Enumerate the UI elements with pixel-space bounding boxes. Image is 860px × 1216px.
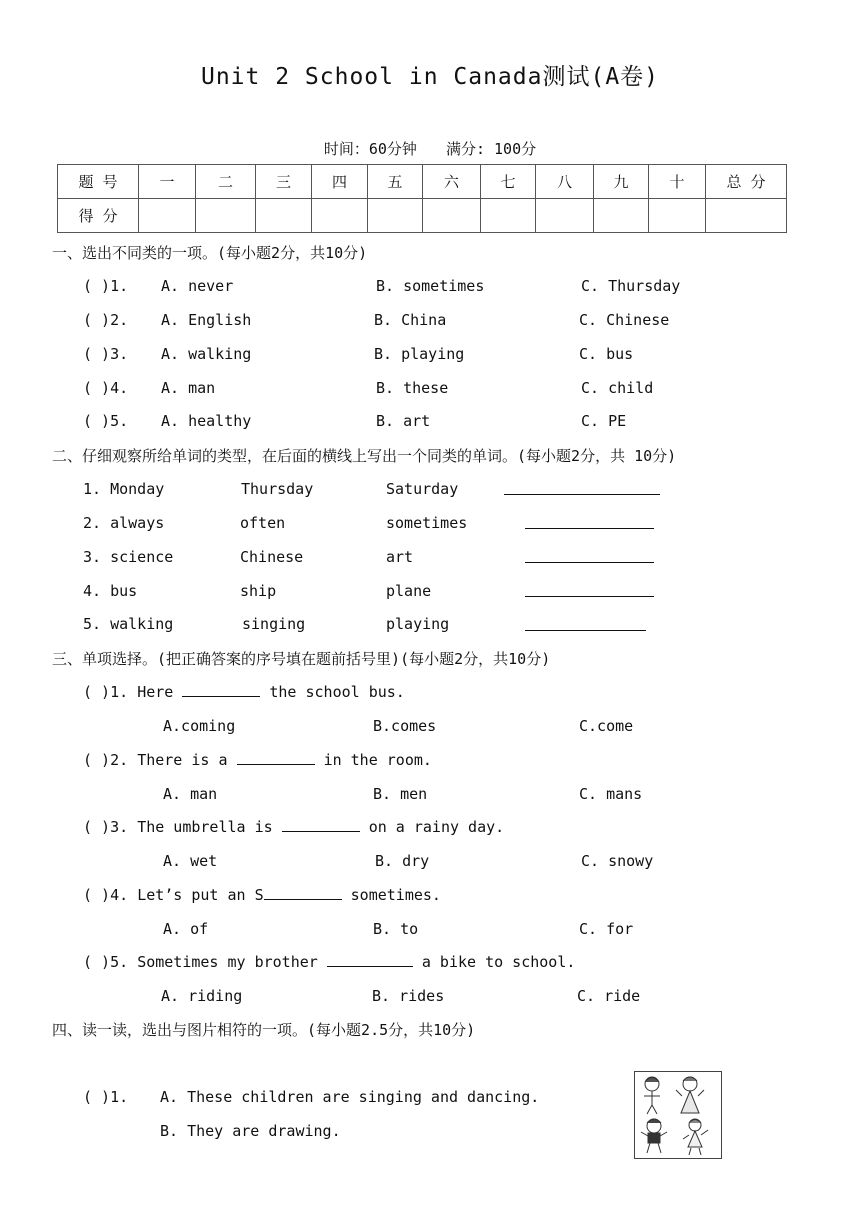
s1-q1-option-b: B. sometimes	[376, 277, 485, 295]
section-3-heading: 三、单项选择。(把正确答案的序号填在题前括号里)(每小题2分，共10分)	[52, 650, 551, 668]
s3-q2-option-b: B. men	[373, 785, 428, 803]
score-header-cell: 一	[139, 165, 196, 199]
score-cell[interactable]	[706, 199, 787, 233]
score-cell[interactable]	[256, 199, 312, 233]
s2-q1-word-3: Saturday	[386, 480, 459, 498]
score-header-cell: 总 分	[706, 165, 787, 199]
s3-q4-blank[interactable]	[264, 898, 342, 900]
s4-q1-number: ( )1.	[83, 1088, 129, 1106]
s2-q2-word-3: sometimes	[386, 514, 468, 532]
s1-q5-option-a: A. healthy	[161, 412, 252, 430]
s2-q5-word-3: playing	[386, 615, 450, 633]
score-header-cell: 五	[368, 165, 423, 199]
score-header-cell: 十	[649, 165, 706, 199]
score-row-label: 得 分	[58, 199, 139, 233]
score-table-header-row	[58, 165, 787, 199]
s3-q4-text-before: Let’s put an S	[137, 886, 264, 904]
s4-q1-option-a: A. These children are singing and dancing.	[160, 1088, 540, 1106]
s3-q4-text-after: sometimes.	[350, 886, 441, 904]
score-table-score-row	[58, 199, 787, 233]
s1-q3-option-b: B. playing	[374, 345, 465, 363]
s3-q1-text-after: the school bus.	[269, 683, 405, 701]
score-cell[interactable]	[423, 199, 481, 233]
score-header-cell: 八	[536, 165, 594, 199]
exam-time: 时间：60分钟	[323, 140, 417, 158]
s3-q3-option-c: C. snowy	[581, 852, 654, 870]
s3-q5-stem	[83, 953, 575, 971]
s3-q3-blank[interactable]	[282, 830, 360, 832]
s3-q5-option-a: A. riding	[161, 987, 243, 1005]
section-2-heading: 二、仔细观察所给单词的类型，在后面的横线上写出一个同类的单词。(每小题2分，共 10分)	[52, 447, 677, 465]
s3-q2-number: ( )2.	[83, 751, 129, 769]
s1-q4-number: ( )4.	[83, 379, 129, 397]
s3-q4-stem	[83, 886, 441, 904]
s3-q1-blank[interactable]	[182, 695, 260, 697]
score-cell[interactable]	[594, 199, 649, 233]
s1-q2-option-c: C. Chinese	[579, 311, 670, 329]
s3-q3-option-b: B. dry	[375, 852, 430, 870]
s3-q1-number: ( )1.	[83, 683, 129, 701]
s3-q3-number: ( )3.	[83, 818, 129, 836]
s3-q2-option-a: A. man	[163, 785, 218, 803]
s3-q2-stem	[83, 751, 432, 769]
score-header-cell: 二	[196, 165, 256, 199]
s1-q1-option-a: A. never	[161, 277, 234, 295]
score-header-cell: 九	[594, 165, 649, 199]
s3-q5-option-b: B. rides	[372, 987, 445, 1005]
score-cell[interactable]	[649, 199, 706, 233]
s2-q1-word-2: Thursday	[241, 480, 314, 498]
s3-q1-option-b: B.comes	[373, 717, 437, 735]
s3-q3-stem	[83, 818, 504, 836]
s2-q4-answer-line[interactable]	[525, 596, 654, 597]
score-cell[interactable]	[368, 199, 423, 233]
s1-q5-option-b: B. art	[376, 412, 431, 430]
s3-q2-text-after: in the room.	[323, 751, 432, 769]
s1-q4-option-a: A. man	[161, 379, 216, 397]
score-header-cell: 六	[423, 165, 481, 199]
s2-q1-word-1: 1. Monday	[83, 480, 165, 498]
s2-q5-word-2: singing	[242, 615, 306, 633]
s3-q5-blank[interactable]	[327, 965, 413, 967]
children-illustration-icon	[635, 1072, 721, 1158]
s2-q3-word-1: 3. science	[83, 548, 174, 566]
s4-q1-option-b: B. They are drawing.	[160, 1122, 341, 1140]
s3-q3-option-a: A. wet	[163, 852, 218, 870]
s2-q2-word-1: 2. always	[83, 514, 165, 532]
score-cell[interactable]	[139, 199, 196, 233]
s3-q1-stem	[83, 683, 405, 701]
children-picture	[634, 1071, 722, 1159]
s2-q3-answer-line[interactable]	[525, 562, 654, 563]
s2-q4-word-3: plane	[386, 582, 432, 600]
s3-q4-number: ( )4.	[83, 886, 129, 904]
s3-q4-option-b: B. to	[373, 920, 419, 938]
s2-q5-word-1: 5. walking	[83, 615, 174, 633]
s2-q3-word-3: art	[386, 548, 414, 566]
exam-full-score: 满分: 100分	[445, 140, 537, 158]
s3-q2-option-c: C. mans	[579, 785, 643, 803]
s2-q4-word-2: ship	[240, 582, 277, 600]
s3-q2-blank[interactable]	[237, 763, 315, 765]
exam-meta	[0, 138, 860, 159]
s1-q3-number: ( )3.	[83, 345, 129, 363]
s3-q4-option-a: A. of	[163, 920, 209, 938]
s3-q3-text-before: The umbrella is	[137, 818, 273, 836]
s1-q4-option-b: B. these	[376, 379, 449, 397]
s2-q1-answer-line[interactable]	[504, 494, 660, 495]
s1-q2-option-a: A. English	[161, 311, 252, 329]
s3-q2-text-before: There is a	[137, 751, 228, 769]
s2-q4-word-1: 4. bus	[83, 582, 138, 600]
page-title: Unit 2 School in Canada测试(A卷)	[200, 64, 660, 90]
score-cell[interactable]	[312, 199, 368, 233]
s1-q2-number: ( )2.	[83, 311, 129, 329]
s2-q3-word-2: Chinese	[240, 548, 304, 566]
s1-q3-option-a: A. walking	[161, 345, 252, 363]
score-table	[57, 164, 787, 233]
s3-q1-text-before: Here	[137, 683, 174, 701]
s3-q1-option-a: A.coming	[163, 717, 236, 735]
score-header-cell: 七	[481, 165, 536, 199]
score-cell[interactable]	[196, 199, 256, 233]
s3-q5-option-c: C. ride	[577, 987, 641, 1005]
s2-q5-answer-line[interactable]	[525, 630, 646, 631]
s1-q4-option-c: C. child	[581, 379, 654, 397]
s3-q4-option-c: C. for	[579, 920, 634, 938]
score-header-cell: 四	[312, 165, 368, 199]
score-cell[interactable]	[536, 199, 594, 233]
section-4-heading: 四、读一读，选出与图片相符的一项。(每小题2.5分，共10分)	[52, 1021, 476, 1039]
s2-q2-word-2: often	[240, 514, 286, 532]
s3-q5-text-after: a bike to school.	[421, 953, 576, 971]
score-cell[interactable]	[481, 199, 536, 233]
score-header-cell: 题 号	[58, 165, 139, 199]
s1-q5-number: ( )5.	[83, 412, 129, 430]
section-1-heading: 一、选出不同类的一项。(每小题2分，共10分)	[52, 244, 368, 262]
s3-q5-number: ( )5.	[83, 953, 129, 971]
s1-q1-option-c: C. Thursday	[581, 277, 681, 295]
s2-q2-answer-line[interactable]	[525, 528, 654, 529]
s1-q3-option-c: C. bus	[579, 345, 634, 363]
s1-q5-option-c: C. PE	[581, 412, 627, 430]
s1-q1-number: ( )1.	[83, 277, 129, 295]
s3-q1-option-c: C.come	[579, 717, 634, 735]
s1-q2-option-b: B. China	[374, 311, 447, 329]
s3-q3-text-after: on a rainy day.	[368, 818, 505, 836]
score-header-cell: 三	[256, 165, 312, 199]
s3-q5-text-before: Sometimes my brother	[137, 953, 318, 971]
